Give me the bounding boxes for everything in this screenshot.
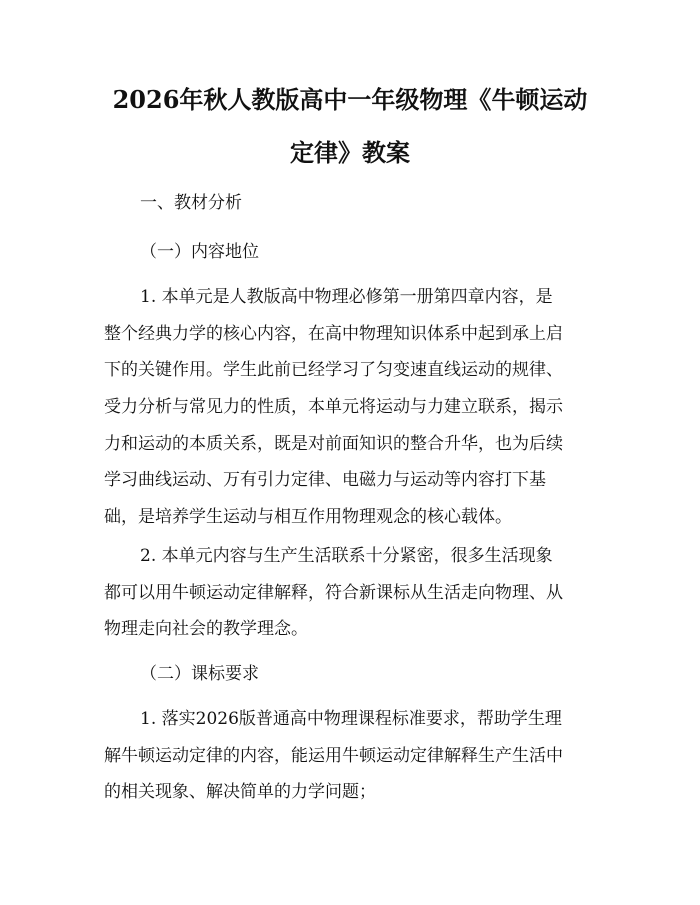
paragraph-1-line: 力和运动的本质关系，既是对前面知识的整合升华，也为后续 xyxy=(104,433,563,454)
paragraph-3-line: 1. 落实2026版普通高中物理课程标准要求，帮助学生理 xyxy=(140,709,562,729)
section-heading-textbook-analysis: 一、教材分析 xyxy=(140,193,242,213)
subsection-heading-content-position: （一）内容地位 xyxy=(140,242,259,262)
paragraph-1 xyxy=(104,279,614,536)
paragraph-2-line: 2. 本单元内容与生产生活联系十分紧密，很多生活现象 xyxy=(140,546,553,566)
paragraph-3-line: 解牛顿运动定律的内容，能运用牛顿运动定律解释生产生活中 xyxy=(104,745,563,766)
paragraph-1-line: 础，是培养学生运动与相互作用物理观念的核心载体。 xyxy=(104,507,512,528)
paragraph-1-line: 学习曲线运动、万有引力定律、电磁力与运动等内容打下基 xyxy=(104,470,546,491)
paragraph-2 xyxy=(104,538,614,648)
document-title-line-2: 定律》教案 xyxy=(290,138,410,167)
paragraph-1-line: 1. 本单元是人教版高中物理必修第一册第四章内容，是 xyxy=(140,287,553,307)
paragraph-3 xyxy=(104,701,614,811)
document-title-line-1: 2026年秋人教版高中一年级物理《牛顿运动 xyxy=(112,85,588,114)
paragraph-2-line: 都可以用牛顿运动定律解释，符合新课标从生活走向物理、从 xyxy=(104,582,563,603)
paragraph-1-line: 整个经典力学的核心内容，在高中物理知识体系中起到承上启 xyxy=(104,323,563,344)
paragraph-3-line: 的相关现象、解决简单的力学问题； xyxy=(104,782,376,803)
subsection-heading-curriculum-requirements: （二）课标要求 xyxy=(140,664,259,684)
paragraph-1-line: 下的关键作用。学生此前已经学习了匀变速直线运动的规律、 xyxy=(104,360,563,381)
paragraph-1-line: 受力分析与常见力的性质，本单元将运动与力建立联系，揭示 xyxy=(104,397,563,418)
paragraph-2-line: 物理走向社会的教学理念。 xyxy=(104,619,308,640)
